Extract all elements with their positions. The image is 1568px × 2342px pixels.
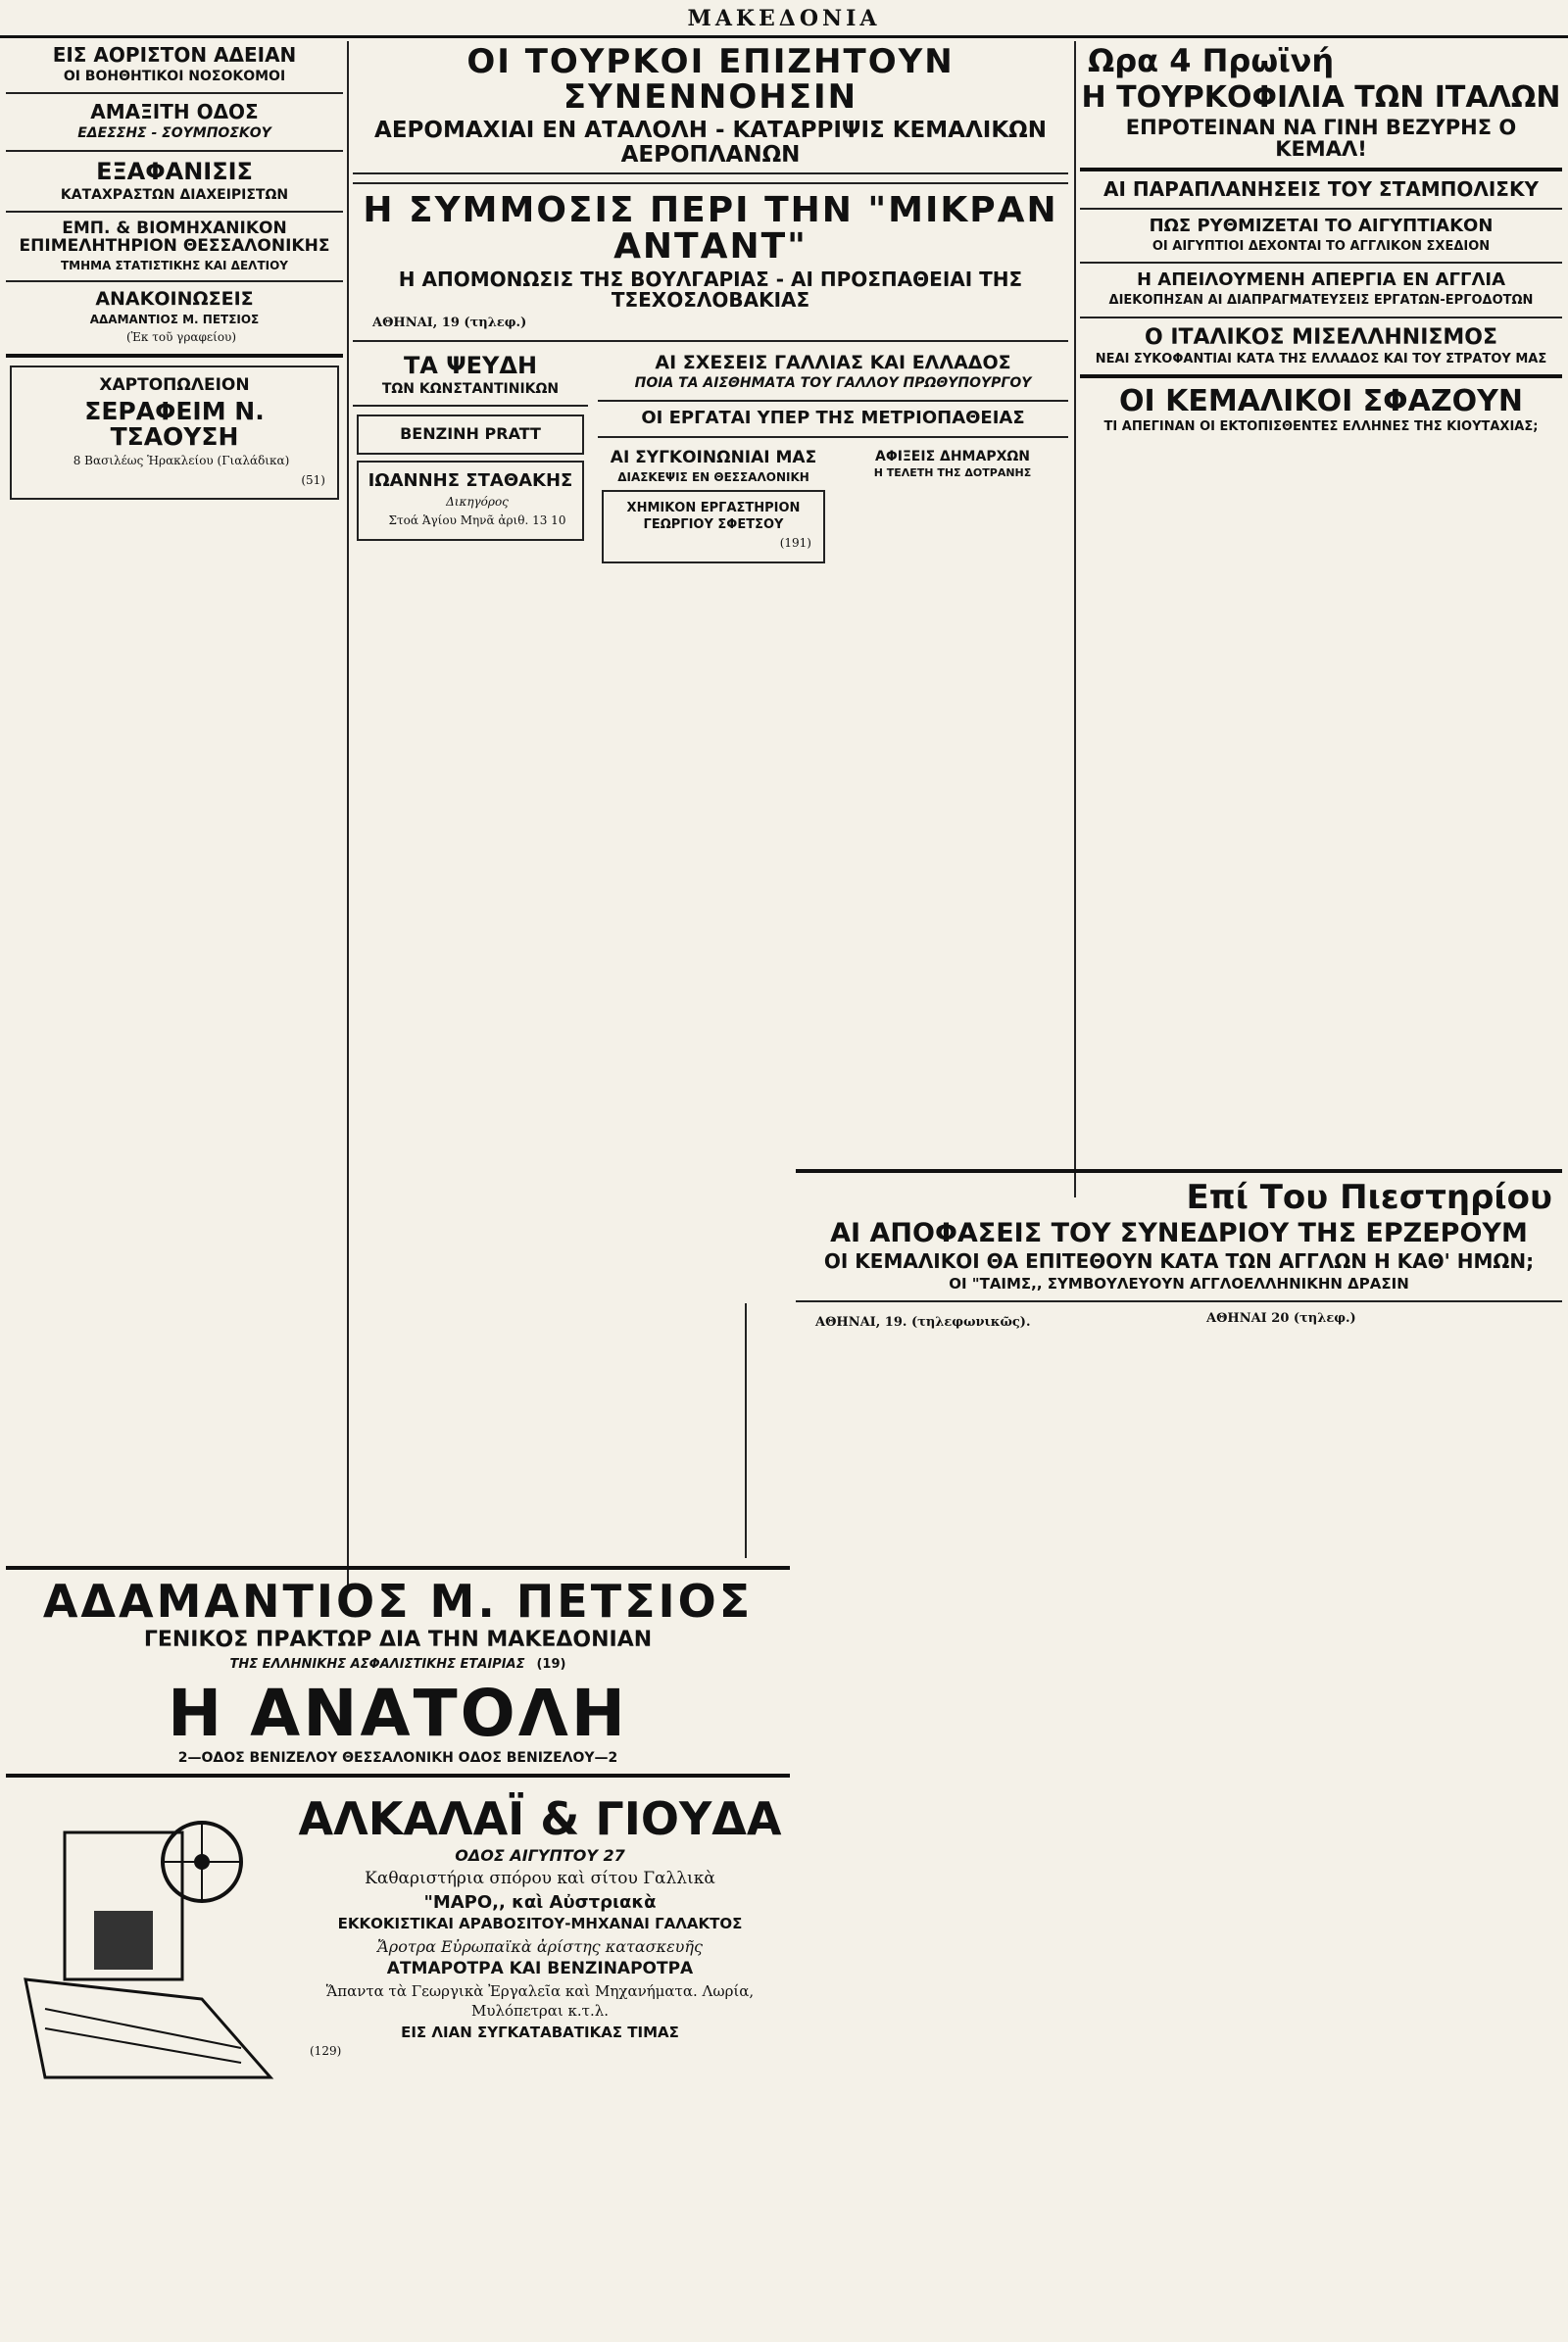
flash-heading: Ωρα 4 Πρωϊνή <box>1088 42 1335 79</box>
ad-brand: Η ΑΝΑΤΟΛΗ <box>167 1675 629 1751</box>
headline: ΠΩΣ ΡΥΘΜΙΖΕΤΑΙ ΤΟ ΑΙΓΥΠΤΙΑΚΟΝ <box>1149 216 1494 237</box>
subheadline: ΚΑΤΑΧΡΑΣΤΩΝ ΔΙΑΧΕΙΡΙΣΤΩΝ <box>60 186 289 203</box>
subheadline: ΤΙ ΑΠΕΓΙΝΑΝ ΟΙ ΕΚΤΟΠΙΣΘΕΝΤΕΣ ΕΛΛΗΝΕΣ ΤΗΣ ΚΙΟΥΤΑΧΙΑΣ; <box>1103 419 1539 435</box>
article-france <box>598 350 1068 569</box>
divider <box>1080 374 1562 378</box>
column-left <box>6 41 343 1589</box>
headline: ΑΙ ΣΥΓΚΟΙΝΩΝΙΑΙ ΜΑΣ <box>610 447 817 467</box>
masthead <box>0 0 1568 38</box>
source-line: (Ἐκ τοῦ γραφείου) <box>125 330 237 345</box>
ad-heading: ΒΕΝΖΙΝΗ PRATT <box>400 424 541 444</box>
ad-line: ΕΚΚΟΚΙΣΤΙΚΑΙ ΑΡΑΒΟΣΙΤΟΥ-ΜΗΧΑΝΑΙ ΓΑΛΑΚΤΟΣ <box>337 1914 743 1932</box>
divider <box>796 1300 1562 1302</box>
ad-name: ΙΩΑΝΝΗΣ ΣΤΑΘΑΚΗΣ <box>368 469 573 491</box>
headline: ΑΜΑΞΙΤΗ ΟΔΟΣ <box>90 100 259 124</box>
subheadline: ΑΔΑΜΑΝΤΙΟΣ Μ. ΠΕΤΣΙΟΣ <box>89 313 260 327</box>
ad-name: ΣΕΡΑΦΕΙΜ Ν. ΤΣΑΟΥΣΗ <box>84 396 265 452</box>
divider <box>353 340 1068 342</box>
divider <box>6 354 343 358</box>
subheadline: ΝΕΑΙ ΣΥΚΟΦΑΝΤΙΑΙ ΚΑΤΑ ΤΗΣ ΕΛΛΑΔΟΣ ΚΑΙ ΤΟΥ ΣΤΡΑΤΟΥ ΜΑΣ <box>1095 351 1547 366</box>
subheadline: Η ΤΕΛΕΤΗ ΤΗΣ ΔΟΤΡΑΝΗΣ <box>873 466 1032 480</box>
ad-line: Καθαριστήρια σπόρου καὶ σίτου Γαλλικὰ <box>365 1869 715 1889</box>
article-mayors <box>837 446 1068 569</box>
ad-line: Ἅπαντα τὰ Γεωργικὰ Ἐργαλεῖα καὶ Μηχανήματα. Λωρία, Μυλόπετραι κ.τ.λ. <box>325 1981 755 2020</box>
dateline: ΑΘΗΝΑΙ, 19 (τηλεφ.) <box>372 316 527 331</box>
bottom-right-news <box>796 1161 1562 2332</box>
headline: ΑΙ ΣΧΕΣΕΙΣ ΓΑΛΛΙΑΣ ΚΑΙ ΕΛΛΑΔΟΣ <box>655 351 1011 373</box>
column-right <box>1080 41 1562 1197</box>
divider <box>1080 317 1562 318</box>
ad-address: Στοά Ἁγίου Μηνᾶ ἀριθ. 13 10 <box>388 513 566 528</box>
ad-role: Δικηγόρος <box>446 494 509 509</box>
bottom-left-ads <box>6 1558 790 2332</box>
headline: ΕΞΑΦΑΝΙΣΙΣ <box>96 157 253 185</box>
divider <box>1080 168 1562 171</box>
article-row <box>353 350 1068 569</box>
headline: Ο ΙΤΑΛΙΚΟΣ ΜΙΣΕΛΛΗΝΙΣΜΟΣ <box>1144 324 1498 350</box>
headline: ΕΜΠ. & ΒΙΟΜΗΧΑΝΙΚΟΝ ΕΠΙΜΕΛΗΤΗΡΙΟΝ ΘΕΣΣΑΛΟΝΙΚΗΣ <box>19 219 330 257</box>
headline: ΟΙ ΚΕΜΑΛΙΚΟΙ ΣΦΑΖΟΥΝ <box>1119 383 1523 418</box>
divider <box>6 1774 790 1778</box>
ad-line: ΤΗΣ ΕΛΛΗΝΙΚΗΣ ΑΣΦΑΛΙΣΤΙΚΗΣ ΕΤΑΙΡΙΑΣ <box>229 1657 525 1673</box>
divider <box>1080 262 1562 264</box>
headline: ΑΦΙΞΕΙΣ ΔΗΜΑΡΧΩΝ <box>875 448 1030 464</box>
headline: Η ΤΟΥΡΚΟΦΙΛΙΑ ΤΩΝ ΙΤΑΛΩΝ <box>1081 79 1561 115</box>
subheadline: ΟΙ "ΤΑΙΜΣ,, ΣΥΜΒΟΥΛΕΥΟΥΝ ΑΓΓΛΟΕΛΛΗΝΙΚΗΝ ΔΡΑΣΙΝ <box>949 1275 1409 1293</box>
headline: ΟΙ ΕΡΓΑΤΑΙ ΥΠΕΡ ΤΗΣ ΜΕΤΡΙΟΠΑΘΕΙΑΣ <box>641 407 1025 428</box>
ad-line: ΕΙΣ ΛΙΑΝ ΣΥΓΚΑΤΑΒΑΤΙΚΑΣ ΤΙΜΑΣ <box>401 2023 679 2041</box>
ad-number: (51) <box>301 472 325 487</box>
ad-heading: ΧΗΜΙΚΟΝ ΕΡΓΑΣΤΗΡΙΟΝ <box>626 500 801 515</box>
divider <box>353 405 588 407</box>
subheadline: ΕΠΡΟΤΕΙΝΑΝ ΝΑ ΓΙΝΗ ΒΕΖΥΡΗΣ Ο ΚΕΜΑΛ! <box>1125 116 1517 162</box>
column-rule <box>1074 41 1076 1197</box>
headline: ΑΙ ΠΑΡΑΠΛΑΝΗΣΕΙΣ ΤΟΥ ΣΤΑΜΠΟΛΙΣΚΥ <box>1103 177 1539 202</box>
divider <box>6 211 343 213</box>
flash-heading: Επί Του Πιεστηρίου <box>1186 1178 1552 1217</box>
ad-name: ΓΕΩΡΓΙΟΥ ΣΦΕΤΣΟΥ <box>643 517 784 533</box>
ad-number: (19) <box>536 1657 566 1673</box>
subheadline: ΠΟΙΑ ΤΑ ΑΙΣΘΗΜΑΤΑ ΤΟΥ ΓΑΛΛΟΥ ΠΡΩΘΥΠΟΥΡΓΟΥ <box>634 375 1032 392</box>
divider <box>598 400 1068 402</box>
subheadline: Η ΑΠΟΜΟΝΩΣΙΣ ΤΗΣ ΒΟΥΛΓΑΡΙΑΣ - ΑΙ ΠΡΟΣΠΑΘΕΙΑΙ ΤΗΣ ΤΣΕΧΟΣΛΟΒΑΚΙΑΣ <box>398 268 1023 313</box>
advertisement-benzine <box>357 415 584 455</box>
subheadline: ΔΙΕΚΟΠΗΣΑΝ ΑΙ ΔΙΑΠΡΑΓΜΑΤΕΥΣΕΙΣ ΕΡΓΑΤΩΝ-ΕΡΓΟΔΟΤΩΝ <box>1108 293 1534 309</box>
subheadline: ΟΙ ΑΙΓΥΠΤΙΟΙ ΔΕΧΟΝΤΑΙ ΤΟ ΑΓΓΛΙΚΟΝ ΣΧΕΔΙΟΝ <box>1152 239 1491 255</box>
ad-line: Ἄροτρα Εὐρωπαϊκὰ ἀρίστης κατασκευῆς <box>377 1936 703 1956</box>
divider <box>598 436 1068 438</box>
headline: ΤΑ ΨΕΥΔΗ <box>403 351 538 379</box>
ad-machinery <box>6 1785 790 2105</box>
headline: Η ΣΥΜΜΟΣΙΣ ΠΕΡΙ ΤΗΝ "ΜΙΚΡΑΝ ΑΝΤΑΝΤ" <box>363 189 1058 268</box>
divider <box>796 1169 1562 1173</box>
column-rule <box>347 41 349 1589</box>
ad-line: ΓΕΝΙΚΟΣ ΠΡΑΚΤΩΡ ΔΙΑ ΤΗΝ ΜΑΚΕΔΟΝΙΑΝ <box>143 1628 653 1653</box>
article-communications <box>598 446 829 569</box>
divider <box>6 280 343 282</box>
divider <box>6 1566 790 1570</box>
ad-address: 2—ΟΔΟΣ ΒΕΝΙΖΕΛΟΥ ΘΕΣΣΑΛΟΝΙΚΗ ΟΔΟΣ ΒΕΝΙΖΕΛΟΥ—2 <box>177 1749 618 1766</box>
article-erzurum <box>796 1310 1562 1333</box>
subheadline: ΤΜΗΜΑ ΣΤΑΤΙΣΤΙΚΗΣ ΚΑΙ ΔΕΛΤΙΟΥ <box>60 259 288 273</box>
headline: ΑΙ ΑΠΟΦΑΣΕΙΣ ΤΟΥ ΣΥΝΕΔΡΙΟΥ ΤΗΣ ΕΡΖΕΡΟΥΜ <box>830 1217 1528 1248</box>
ad-line: "ΜΑΡΟ,, καὶ Αὐστριακὰ <box>423 1891 657 1913</box>
headline: ΑΝΑΚΟΙΝΩΣΕΙΣ <box>95 288 254 311</box>
divider <box>353 182 1068 184</box>
divider <box>6 92 343 94</box>
machinery-illustration <box>6 1793 290 2097</box>
ad-row <box>6 1655 790 1675</box>
advertisement-stationery <box>10 366 339 501</box>
article-pseudo <box>353 350 588 569</box>
ad-machinery-text <box>290 1785 790 2105</box>
subheadline: ΟΙ ΒΟΗΘΗΤΙΚΟΙ ΝΟΣΟΚΟΜΟΙ <box>63 69 286 84</box>
headline: ΕΙΣ ΑΟΡΙΣΤΟΝ ΑΔΕΙΑΝ <box>52 43 297 67</box>
ad-number: (129) <box>310 2044 342 2059</box>
headline: Η ΑΠΕΙΛΟΥΜΕΝΗ ΑΠΕΡΓΙΑ ΕΝ ΑΓΓΛΙΑ <box>1136 269 1506 291</box>
main-headline: ΟΙ ΤΟΥΡΚΟΙ ΕΠΙΖΗΤΟΥΝ ΣΥΝΕΝΝΟΗΣΙΝ <box>466 42 955 117</box>
subheadline: ΟΙ ΚΕΜΑΛΙΚΟΙ ΘΑ ΕΠΙΤΕΘΟΥΝ ΚΑΤΑ ΤΩΝ ΑΓΓΛΩΝ Η ΚΑΘ' ΗΜΩΝ; <box>823 1249 1535 1274</box>
ad-address: ΟΔΟΣ ΑΙΓΥΠΤΟΥ 27 <box>455 1845 625 1865</box>
ad-line: ΑΤΜΑΡΟΤΡΑ ΚΑΙ ΒΕΝΖΙΝΑΡΟΤΡΑ <box>386 1958 694 1978</box>
article-pair <box>598 446 1068 569</box>
dateline: ΑΘΗΝΑΙ, 19. (τηλεφωνικῶς). <box>815 1314 1031 1330</box>
advertisement-chemist <box>602 490 825 563</box>
advertisement-lawyer <box>357 461 584 541</box>
ad-address: 8 Βασιλέως Ἡρακλείου (Γιαλάδικα) <box>73 454 290 468</box>
divider <box>1080 208 1562 210</box>
divider <box>6 150 343 152</box>
subheadline: ΤΩΝ ΚΩΝΣΤΑΝΤΙΝΙΚΩΝ <box>381 380 560 397</box>
subheadline: ΔΙΑΣΚΕΨΙΣ ΕΝ ΘΕΣΣΑΛΟΝΙΚΗ <box>617 469 809 484</box>
ad-name: ΑΛΚΑΛΑΪ & ΓΙΟΥΔΑ <box>298 1792 782 1846</box>
ad-heading: ΧΑΡΤΟΠΩΛΕΙΟΝ <box>99 374 250 395</box>
dateline: ΑΘΗΝΑΙ 20 (τηλεφ.) <box>1206 1310 1356 1326</box>
ad-number: (191) <box>779 536 811 551</box>
main-subheadline: ΑΕΡΟΜΑΧΙΑΙ ΕΝ ΑΤΑΛΟΛΗ - ΚΑΤΑΡΡΙΨΙΣ ΚΕΜΑΛΙΚΩΝ ΑΕΡΟΠΛΑΝΩΝ <box>353 119 1068 173</box>
masthead-title: ΜΑΚΕΔΟΝΙΑ <box>687 6 881 31</box>
ad-name: ΑΔΑΜΑΝΤΙΟΣ Μ. ΠΕΤΣΙΟΣ <box>42 1575 754 1628</box>
subheadline: ΕΔΕΣΣΗΣ - ΣΟΥΜΠΟΣΚΟΥ <box>77 125 271 142</box>
